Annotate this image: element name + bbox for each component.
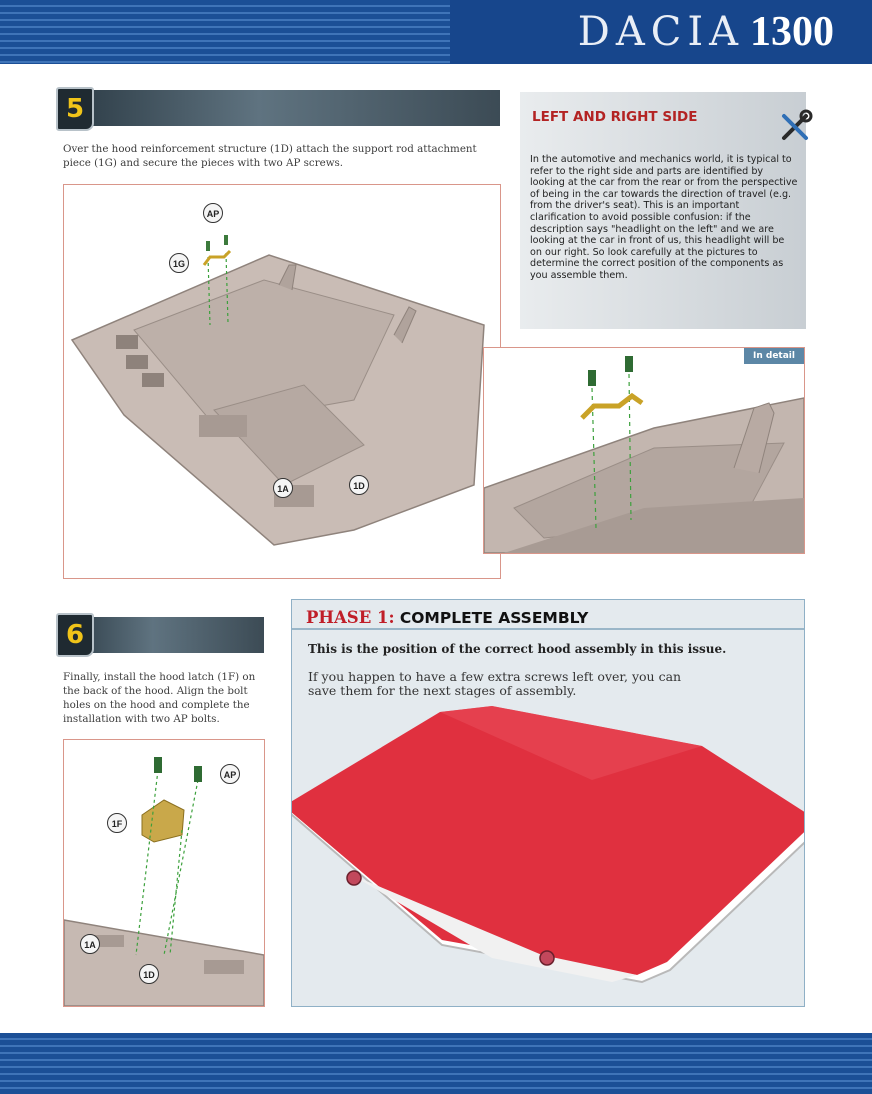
step6-illustration: [63, 739, 265, 1007]
label-1d: 1D: [349, 475, 369, 495]
step6-number: 6: [56, 613, 94, 657]
in-detail-tag: In detail: [744, 348, 804, 364]
label-1f: 1F: [107, 813, 127, 833]
info-body: In the automotive and mechanics world, it is typical to refer to the right side and parts are identified by looking at the car from the rear or from the perspective of being in the car towards the direction of travel (e.g. from the driver's seat). This is an important clarification to avoid possible confusion: if the description says "headlight on the left" and we are looking at the car in front of us, this headlight will be on our right. So look carefully at the pictures to determine the correct position of the components as you assemble them.: [530, 154, 798, 281]
label-ap: AP: [220, 764, 240, 784]
phase-title-black: COMPLETE ASSEMBLY: [399, 609, 589, 627]
model-number: 1300: [750, 9, 834, 55]
red-hood-drawing: [292, 700, 804, 1000]
label-1a: 1A: [273, 478, 293, 498]
label-1g: 1G: [169, 253, 189, 273]
brand-logo: [450, 0, 872, 64]
tools-icon: [778, 108, 814, 144]
step5-illustration: [63, 184, 501, 579]
phase-subtitle: This is the position of the correct hood assembly in this issue.: [308, 642, 727, 656]
detail-drawing: [484, 348, 804, 553]
hood-underside-drawing: [64, 185, 500, 578]
phase-title: [306, 608, 588, 627]
info-box: [520, 92, 806, 329]
phase-title-red: PHASE 1:: [306, 608, 395, 627]
step5-instructions: Over the hood reinforcement structure (1D) attach the support rod attachment piece (1G) and secure the pieces with two AP screws.: [63, 143, 477, 169]
brand-name: DACIA: [577, 9, 744, 55]
label-ap: AP: [203, 203, 223, 223]
phase-panel: [291, 599, 805, 1007]
phase-divider: [292, 628, 804, 630]
step6-instructions: Finally, install the hood latch (1F) on the back of the hood. Align the bolt holes on the hood and complete the installation with two AP bolts.: [63, 671, 256, 725]
label-1a: 1A: [80, 934, 100, 954]
step5-number: 5: [56, 87, 94, 131]
label-1d: 1D: [139, 964, 159, 984]
phase-note: If you happen to have a few extra screws left over, you can save them for the next stages of assembly.: [308, 669, 682, 698]
footer-stripes: [0, 1033, 872, 1094]
detail-illustration: [483, 347, 805, 554]
info-title: LEFT AND RIGHT SIDE: [532, 109, 698, 125]
step5-bar: [62, 90, 500, 126]
